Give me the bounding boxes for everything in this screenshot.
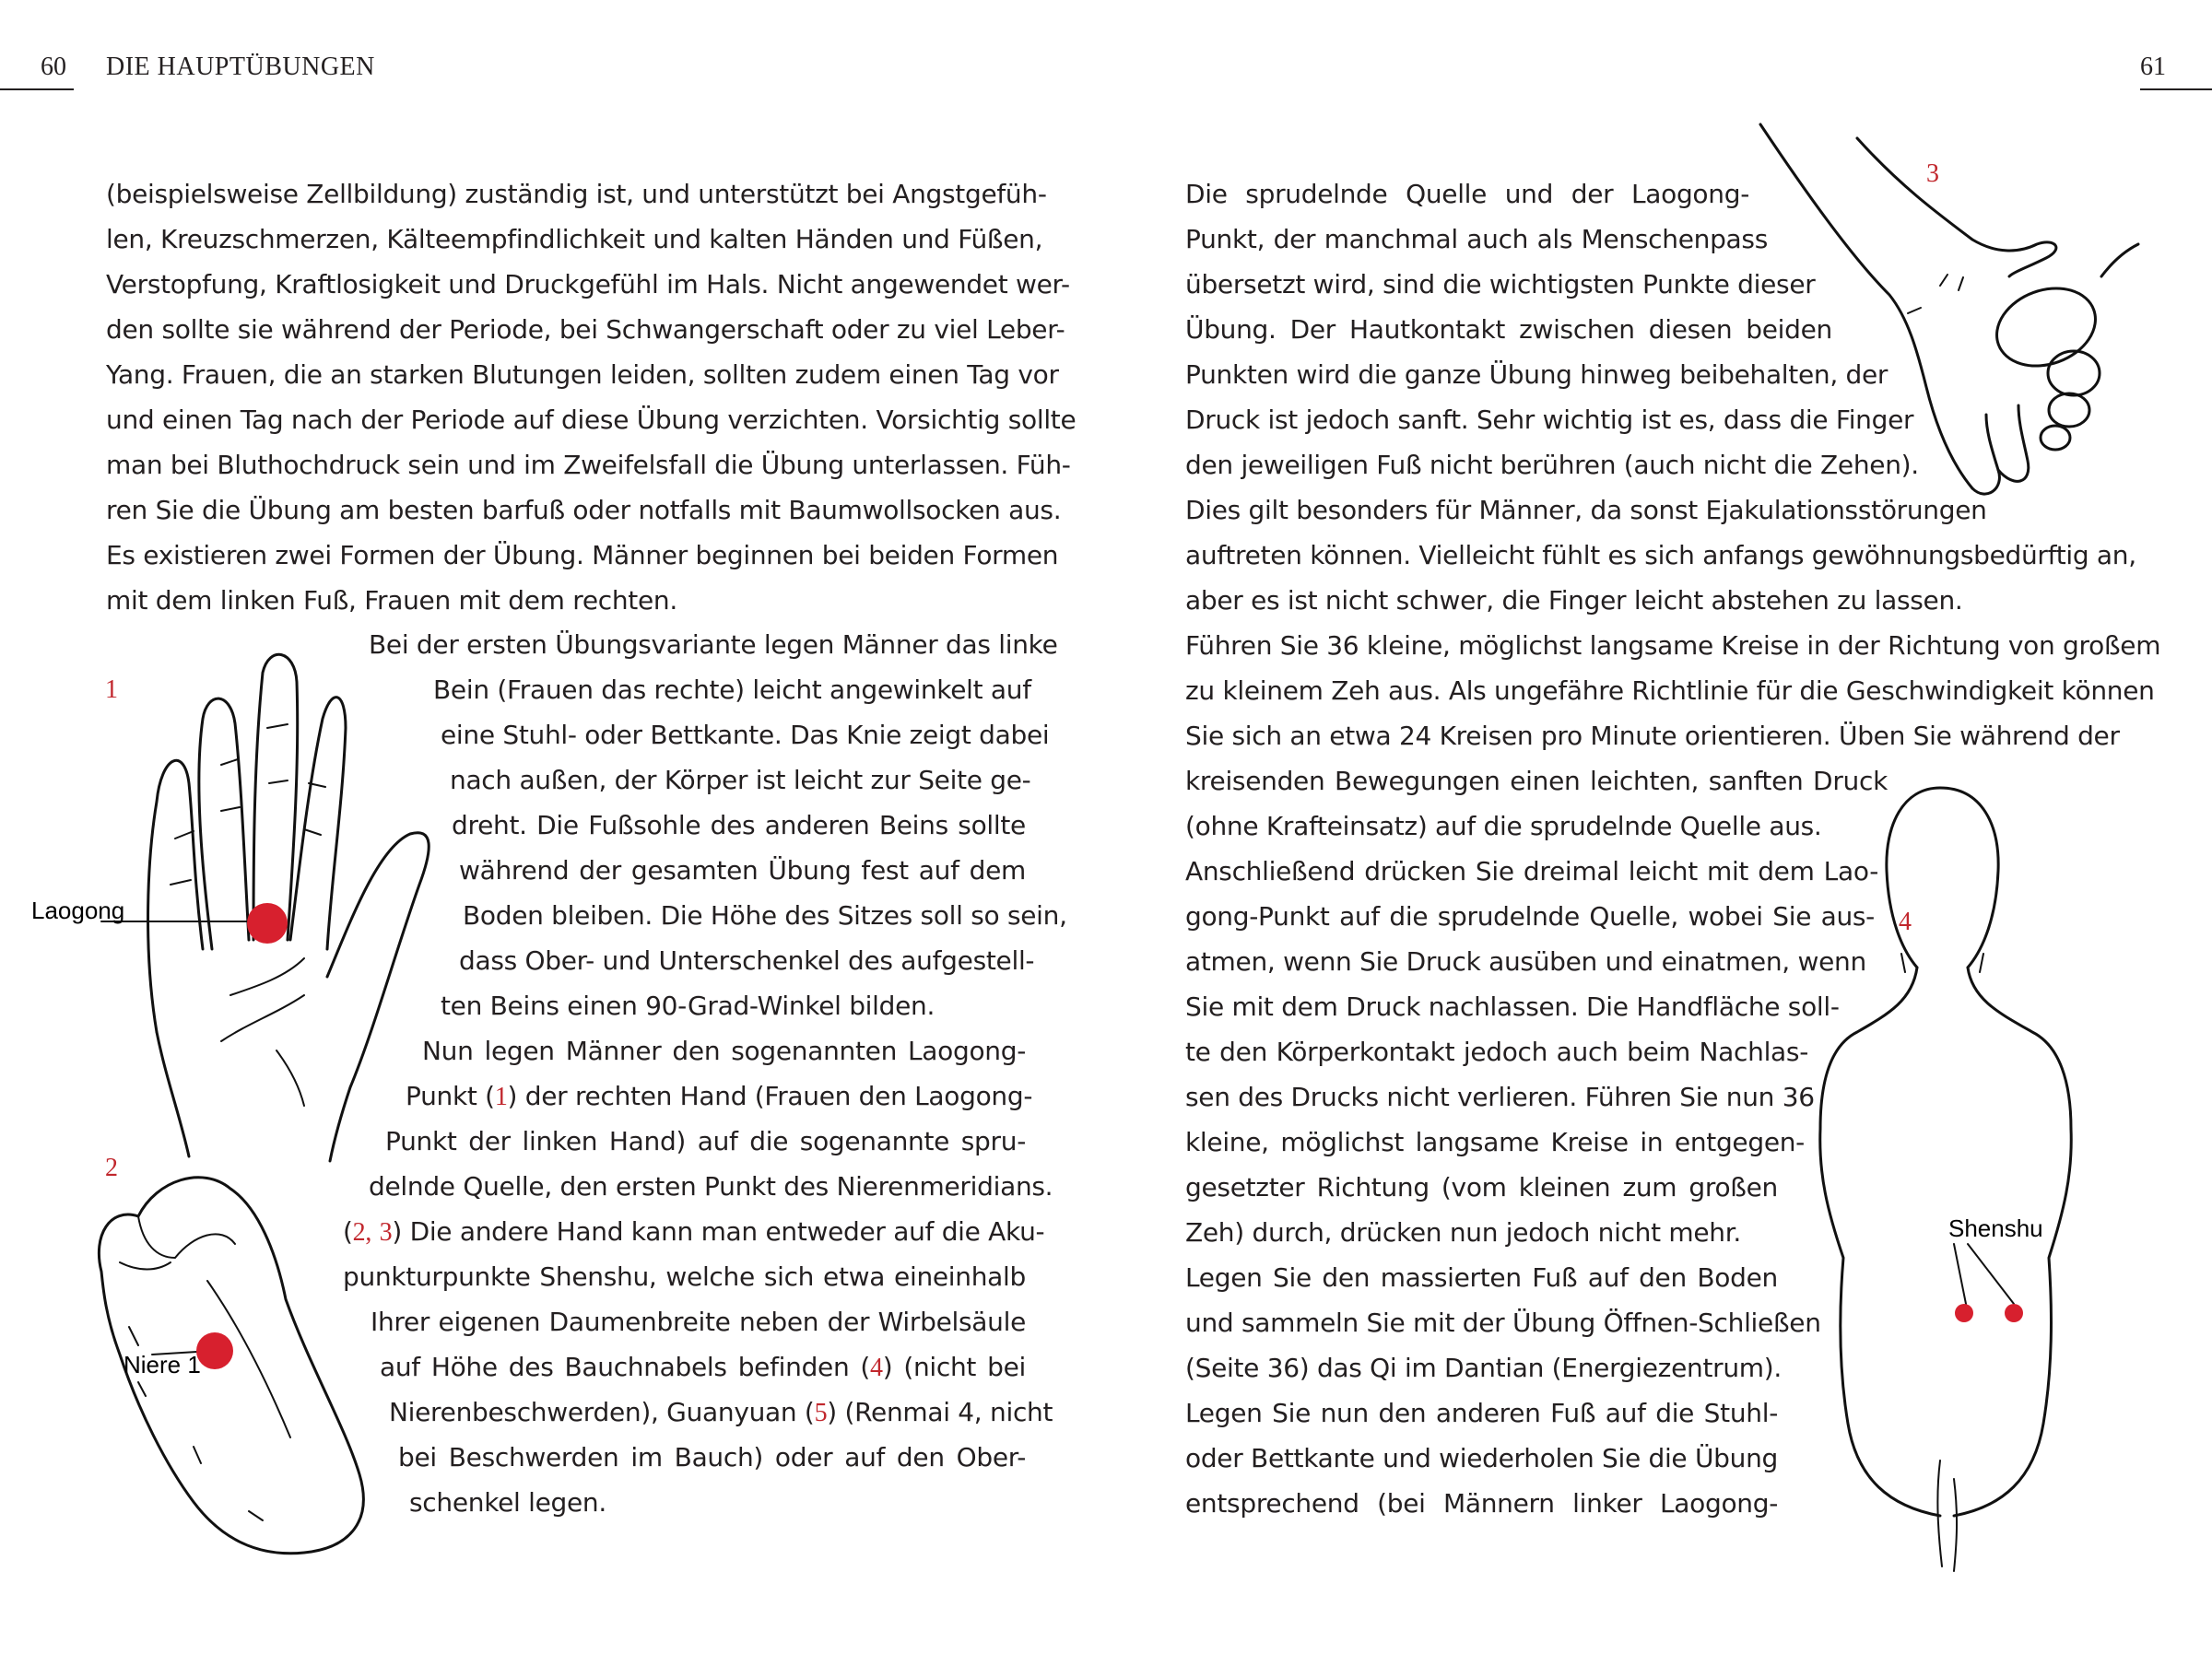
- text-line: delnde Quelle, den ersten Punkt des Nierenmeridians.: [369, 1171, 1053, 1202]
- figure-3-number: 3: [1926, 159, 1939, 188]
- figure-2-number: 2: [105, 1154, 118, 1182]
- hand-illustration: [92, 645, 424, 1161]
- text-line: Die sprudelnde Quelle und der Laogong-: [1185, 179, 1749, 209]
- text-line: Yang. Frauen, die an starken Blutungen leiden, sollten zudem einen Tag vor: [106, 359, 1059, 390]
- text-line: eine Stuhl- oder Bettkante. Das Knie zeigt dabei: [441, 720, 1050, 750]
- text-line: auf Höhe des Bauchnabels befinden (4) (nicht bei: [380, 1352, 1026, 1382]
- right-header-rule: [2140, 88, 2212, 90]
- text-line: Bei der ersten Übungsvariante legen Männer das linke: [369, 629, 1058, 660]
- text-line: zu kleinem Zeh aus. Als ungefähre Richtlinie für die Geschwindigkeit können: [1185, 675, 2155, 706]
- text-line: ten Beins einen 90-Grad-Winkel bilden.: [441, 991, 935, 1021]
- text-line: übersetzt wird, sind die wichtigsten Punkte dieser: [1185, 269, 1816, 299]
- text-line: Legen Sie nun den anderen Fuß auf die Stuhl-: [1185, 1398, 1778, 1428]
- text-line: Anschließend drücken Sie dreimal leicht mit dem Lao-: [1185, 856, 1878, 886]
- text-line: Sie sich an etwa 24 Kreisen pro Minute orientieren. Üben Sie während der: [1185, 721, 2120, 751]
- text-line: sen des Drucks nicht verlieren. Führen Sie nun 36: [1185, 1082, 1815, 1112]
- text-line: Legen Sie den massierten Fuß auf den Boden: [1185, 1262, 1778, 1293]
- text-line: atmen, wenn Sie Druck ausüben und einatmen, wenn: [1185, 946, 1866, 977]
- text-line: Nun legen Männer den sogenannten Laogong-: [422, 1036, 1026, 1066]
- right-page-number: 61: [2140, 53, 2166, 81]
- text-line: len, Kreuzschmerzen, Kälteempfindlichkeit und kalten Händen und Füßen,: [106, 224, 1043, 254]
- text-line: Bein (Frauen das rechte) leicht angewinkelt auf: [433, 675, 1031, 705]
- text-line: Übung. Der Hautkontakt zwischen diesen beiden: [1185, 314, 1832, 345]
- text-line: und einen Tag nach der Periode auf diese Übung verzichten. Vorsichtig sollte: [106, 405, 1077, 435]
- text-line: Zeh) durch, drücken nun jedoch nicht mehr.: [1185, 1217, 1741, 1248]
- shenshu-label: Shenshu: [1948, 1214, 2043, 1242]
- text-line: bei Beschwerden im Bauch) oder auf den Ober-: [398, 1442, 1026, 1472]
- text-line: mit dem linken Fuß, Frauen mit dem rechten.: [106, 585, 677, 616]
- text-line: entsprechend (bei Männern linker Laogong-: [1185, 1488, 1778, 1519]
- text-line: den jeweiligen Fuß nicht berühren (auch nicht die Zehen).: [1185, 450, 1919, 480]
- text-line: dreht. Die Fußsohle des anderen Beins sollte: [452, 810, 1026, 840]
- text-line: Punkt der linken Hand) auf die sogenannte spru-: [385, 1126, 1026, 1156]
- text-line: oder Bettkante und wiederholen Sie die Übung: [1185, 1443, 1778, 1473]
- text-line: Boden bleiben. Die Höhe des Sitzes soll so sein,: [463, 900, 1067, 931]
- text-line: auftreten können. Vielleicht fühlt es sich anfangs gewöhnungsbedürftig an,: [1185, 540, 2136, 570]
- text-line: (Seite 36) das Qi im Dantian (Energiezentrum).: [1185, 1353, 1782, 1383]
- hand-on-foot-illustration: [1751, 129, 2138, 516]
- text-line: kreisenden Bewegungen einen leichten, sanften Druck: [1185, 766, 1888, 796]
- text-line: dass Ober- und Unterschenkel des aufgestell-: [459, 945, 1035, 976]
- text-line: Nierenbeschwerden), Guanyuan (5) (Renmai 4, nicht: [389, 1397, 1053, 1427]
- text-line: (beispielsweise Zellbildung) zuständig ist, und unterstützt bei Angstgefüh-: [106, 179, 1047, 209]
- laogong-label: Laogong: [31, 897, 125, 924]
- text-line: Es existieren zwei Formen der Übung. Männer beginnen bei beiden Formen: [106, 540, 1059, 570]
- niere-1-label: Niere 1: [124, 1351, 201, 1378]
- text-line: (ohne Krafteinsatz) auf die sprudelnde Quelle aus.: [1185, 811, 1822, 841]
- text-line: Verstopfung, Kraftlosigkeit und Druckgefühl im Hals. Nicht angewendet wer-: [106, 269, 1070, 299]
- back-illustration: [1802, 779, 2115, 1580]
- left-page-number: 60: [41, 53, 66, 81]
- text-line: und sammeln Sie mit der Übung Öffnen-Schließen: [1185, 1308, 1821, 1338]
- text-line: ren Sie die Übung am besten barfuß oder notfalls mit Baumwollsocken aus.: [106, 495, 1062, 525]
- text-line: te den Körperkontakt jedoch auch beim Nachlas-: [1185, 1037, 1808, 1067]
- text-line: Sie mit dem Druck nachlassen. Die Handfläche soll-: [1185, 991, 1840, 1022]
- text-line: (2, 3) Die andere Hand kann man entweder auf die Aku-: [343, 1216, 1045, 1247]
- figure-4-number: 4: [1899, 908, 1912, 936]
- text-line: man bei Bluthochdruck sein und im Zweifelsfall die Übung unterlassen. Füh-: [106, 450, 1071, 480]
- text-line: Ihrer eigenen Daumenbreite neben der Wirbelsäule: [371, 1307, 1026, 1337]
- text-line: gong-Punkt auf die sprudelnde Quelle, wobei Sie aus-: [1185, 901, 1875, 932]
- text-line: Punkt, der manchmal auch als Menschenpass: [1185, 224, 1768, 254]
- text-line: schenkel legen.: [409, 1487, 606, 1518]
- text-line: gesetzter Richtung (vom kleinen zum großen: [1185, 1172, 1778, 1202]
- text-line: während der gesamten Übung fest auf dem: [459, 855, 1026, 886]
- text-line: kleine, möglichst langsame Kreise in entgegen-: [1185, 1127, 1805, 1157]
- left-header-rule: [0, 88, 74, 90]
- text-line: nach außen, der Körper ist leicht zur Seite ge-: [450, 765, 1031, 795]
- text-line: punkturpunkte Shenshu, welche sich etwa eineinhalb: [343, 1261, 1026, 1292]
- figure-1-number: 1: [105, 675, 118, 704]
- text-line: Punkt (1) der rechten Hand (Frauen den Laogong-: [406, 1081, 1033, 1111]
- text-line: Druck ist jedoch sanft. Sehr wichtig ist es, dass die Finger: [1185, 405, 1914, 435]
- text-line: Dies gilt besonders für Männer, da sonst Ejakulationsstörungen: [1185, 495, 1987, 525]
- text-line: aber es ist nicht schwer, die Finger leicht abstehen zu lassen.: [1185, 585, 1963, 616]
- left-intro-paragraph: [106, 171, 1077, 623]
- text-line: Punkten wird die ganze Übung hinweg beibehalten, der: [1185, 359, 1888, 390]
- text-line: Führen Sie 36 kleine, möglichst langsame Kreise in der Richtung von großem: [1185, 630, 2161, 661]
- left-running-title: DIE HAUPTÜBUNGEN: [106, 53, 375, 81]
- text-line: den sollte sie während der Periode, bei Schwangerschaft oder zu viel Leber-: [106, 314, 1065, 345]
